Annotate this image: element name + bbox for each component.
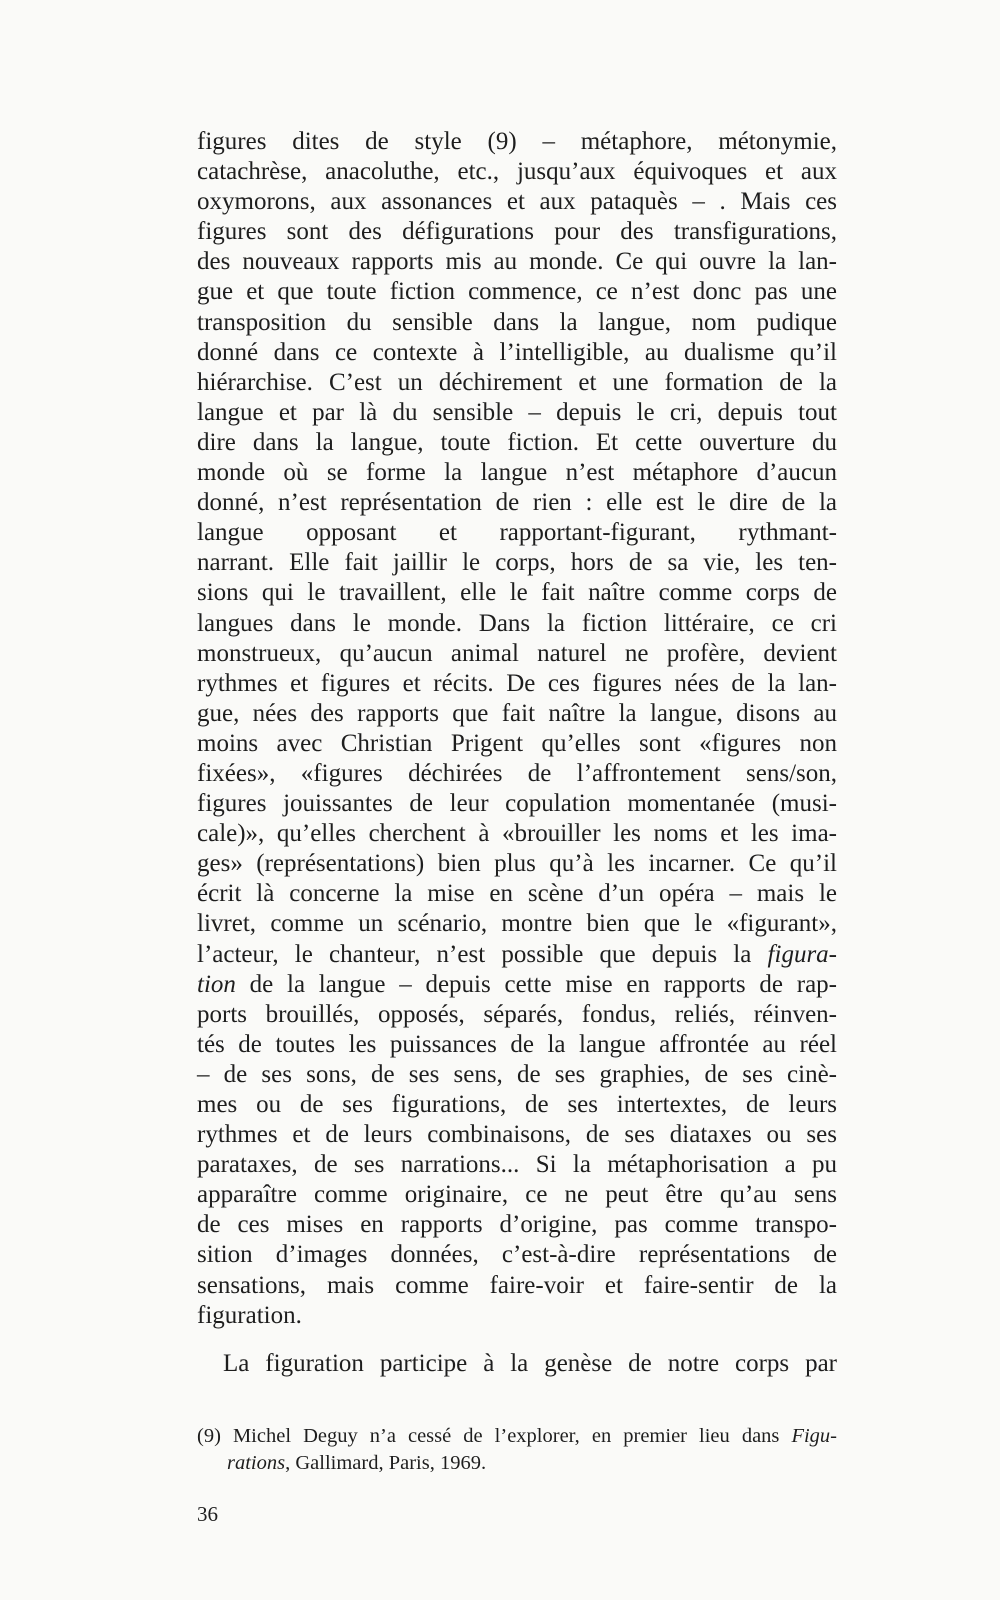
text-line: fixées», «figures déchirées de l’affrontement sens/son, xyxy=(197,759,837,787)
text-line: monstrueux, qu’aucun animal naturel ne profère, devient xyxy=(197,639,837,667)
text-segment: l’acteur, le chanteur, n’est possible que depuis la xyxy=(197,940,768,968)
text-line: donné dans ce contexte à l’intelligible, au dualisme qu’il xyxy=(197,338,837,366)
text-line: donné, n’est représentation de rien : elle est le dire de la xyxy=(197,489,837,517)
text-line: figures jouissantes de leur copulation momentanée (musi- xyxy=(197,790,837,818)
text-line: langues dans le monde. Dans la fiction littéraire, ce cri xyxy=(197,609,837,637)
text-line: tés de toutes les puissances de la langue affrontée au réel xyxy=(197,1030,837,1058)
text-line: sions qui le travaillent, elle le fait naître comme corps de xyxy=(197,579,837,607)
text-line xyxy=(197,970,837,1000)
text-line: gue et que toute fiction commence, ce n’est donc pas une xyxy=(197,278,837,306)
paragraph-gap xyxy=(197,1331,837,1349)
text-line: rythmes et de leurs combinaisons, de ses diataxes ou ses xyxy=(197,1121,837,1149)
text-line: ports brouillés, opposés, séparés, fondus, reliés, réinven- xyxy=(197,1000,837,1028)
text-line: La figuration participe à la genèse de notre corps par xyxy=(223,1349,837,1377)
text-line: figuration. xyxy=(197,1301,302,1329)
footnote-title-italic: Figu- xyxy=(791,1425,837,1447)
text-line: dire dans la langue, toute fiction. Et cette ouverture du xyxy=(197,428,837,456)
text-line: gue, nées des rapports que fait naître la langue, disons au xyxy=(197,699,837,727)
text-line: hiérarchise. C’est un déchirement et une formation de la xyxy=(197,368,837,396)
text-line: figures dites de style (9) – métaphore, métonymie, xyxy=(197,128,837,155)
footnote-text: , Gallimard, Paris, 1969. xyxy=(285,1452,487,1474)
text-line: – de ses sons, de ses sens, de ses graphies, de ses cinè- xyxy=(197,1060,837,1088)
footnote-text: (9) Michel Deguy n’a cessé de l’explorer, en premier lieu dans xyxy=(197,1425,792,1447)
text-segment: de la langue – depuis cette mise en rapports de rap- xyxy=(235,970,837,998)
footnote-line xyxy=(197,1450,837,1477)
italic-word: tion xyxy=(197,970,236,998)
body-text xyxy=(197,127,837,1379)
text-line: narrant. Elle fait jaillir le corps, hors de sa vie, les ten- xyxy=(197,549,837,577)
text-line: de ces mises en rapports d’origine, pas comme transpo- xyxy=(197,1211,837,1239)
text-line: moins avec Christian Prigent qu’elles sont «figures non xyxy=(197,729,837,757)
text-line: sition d’images données, c’est-à-dire représentations de xyxy=(197,1241,837,1269)
text-line: catachrèse, anacoluthe, etc., jusqu’aux équivoques et aux xyxy=(197,158,837,186)
text-line: ges» (représentations) bien plus qu’à les incarner. Ce qu’il xyxy=(197,850,837,878)
text-line: rythmes et figures et récits. De ces figures nées de la lan- xyxy=(197,669,837,697)
text-line: figures sont des défigurations pour des transfigurations, xyxy=(197,218,837,246)
text-line: cale)», qu’elles cherchent à «brouiller les noms et les ima- xyxy=(197,820,837,848)
text-line: mes ou de ses figurations, de ses intertextes, de leurs xyxy=(197,1091,837,1118)
text-line xyxy=(197,940,837,970)
text-line: transposition du sensible dans la langue, nom pudique xyxy=(197,308,837,336)
text-line: monde où se forme la langue n’est métaphore d’aucun xyxy=(197,459,837,487)
text-line: livret, comme un scénario, montre bien que le «figurant», xyxy=(197,910,837,938)
footnote-title-italic: rations xyxy=(227,1452,286,1474)
text-line: parataxes, de ses narrations... Si la métaphorisation a pu xyxy=(197,1151,837,1179)
page-number: 36 xyxy=(197,1502,218,1526)
footnote xyxy=(197,1423,837,1477)
text-line: apparaître comme originaire, ce ne peut être qu’au sens xyxy=(197,1181,837,1209)
text-line: langue et par là du sensible – depuis le cri, depuis tout xyxy=(197,398,837,426)
text-line: des nouveaux rapports mis au monde. Ce qui ouvre la lan- xyxy=(197,248,837,276)
footnote-line xyxy=(197,1423,837,1450)
italic-word: figura- xyxy=(767,940,837,968)
text-line: langue opposant et rapportant-figurant, rythmant- xyxy=(197,519,837,547)
text-line: oxymorons, aux assonances et aux pataquès – . Mais ces xyxy=(197,188,837,216)
text-line: écrit là concerne la mise en scène d’un opéra – mais le xyxy=(197,880,837,908)
text-line: sensations, mais comme faire-voir et faire-sentir de la xyxy=(197,1271,837,1299)
